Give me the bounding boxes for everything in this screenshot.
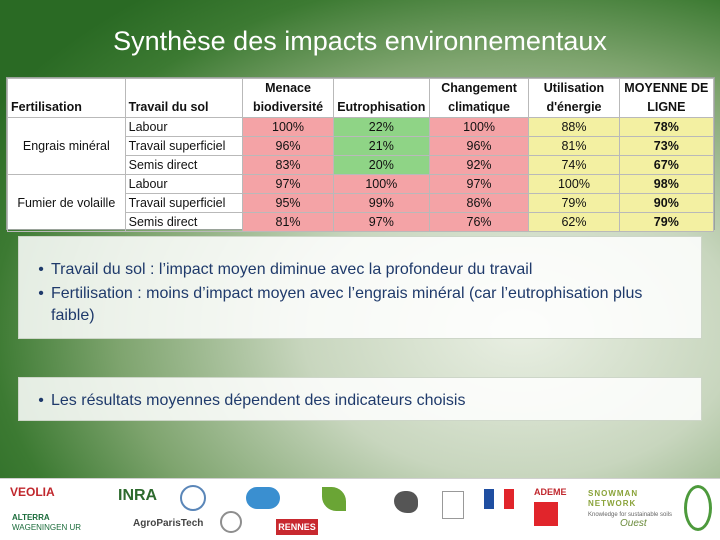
value-cell: 62% bbox=[529, 213, 619, 232]
travail-cell: Labour bbox=[125, 118, 243, 137]
value-cell: 97% bbox=[333, 213, 429, 232]
snowman-network-logo bbox=[588, 489, 688, 520]
partner-logos-bar bbox=[0, 478, 720, 540]
value-cell: 76% bbox=[429, 213, 529, 232]
bullet-item bbox=[31, 283, 689, 327]
republique-logo-icon bbox=[484, 489, 514, 509]
header-energie: Utilisation d'énergie bbox=[529, 79, 619, 118]
value-cell: 88% bbox=[529, 118, 619, 137]
round-seal-icon bbox=[180, 485, 206, 511]
average-cell: 73% bbox=[619, 137, 713, 156]
bird-icon bbox=[394, 491, 418, 513]
green-spiral-icon bbox=[684, 485, 712, 531]
agroparistech-logo bbox=[133, 519, 203, 529]
value-cell: 86% bbox=[429, 194, 529, 213]
table-row bbox=[8, 175, 714, 194]
inra-logo bbox=[118, 487, 158, 504]
travail-cell: Travail superficiel bbox=[125, 137, 243, 156]
agroparistech-logo-text: AgroParisTech bbox=[133, 518, 204, 529]
ademe-mark-icon bbox=[534, 502, 558, 526]
slide-title: Synthèse des impacts environnementaux bbox=[113, 26, 607, 56]
bullet-item bbox=[31, 390, 689, 412]
alterra-logo bbox=[12, 513, 81, 533]
bullet-text: Les résultats moyennes dépendent des indicateurs choisis bbox=[51, 392, 466, 409]
inra-logo-text: INRA bbox=[118, 487, 158, 504]
value-cell: 97% bbox=[243, 175, 334, 194]
snowman-logo-tagline: Knowledge for sustainable soils bbox=[588, 512, 673, 518]
rennes-logo-text: RENNES bbox=[278, 522, 316, 532]
value-cell: 100% bbox=[243, 118, 334, 137]
value-cell: 79% bbox=[529, 194, 619, 213]
ouest-logo-text: Ouest bbox=[620, 518, 647, 529]
value-cell: 100% bbox=[529, 175, 619, 194]
value-cell: 99% bbox=[333, 194, 429, 213]
value-cell: 74% bbox=[529, 156, 619, 175]
travail-cell: Semis direct bbox=[125, 156, 243, 175]
fertilisation-cell: Engrais minéral bbox=[8, 118, 126, 175]
bullet-dot-icon: • bbox=[38, 261, 44, 278]
value-cell: 92% bbox=[429, 156, 529, 175]
table-row bbox=[8, 118, 714, 137]
bullet-text: Travail du sol : l’impact moyen diminue avec la profondeur du travail bbox=[51, 261, 533, 278]
blue-cloud-icon bbox=[246, 487, 280, 509]
value-cell: 21% bbox=[333, 137, 429, 156]
average-cell: 67% bbox=[619, 156, 713, 175]
table-header-row bbox=[8, 79, 714, 118]
square-logo-icon bbox=[442, 491, 464, 519]
header-eutrophisation: Eutrophisation bbox=[333, 79, 429, 118]
value-cell: 96% bbox=[243, 137, 334, 156]
header-travail: Travail du sol bbox=[125, 79, 243, 118]
travail-cell: Travail superficiel bbox=[125, 194, 243, 213]
bullet-dot-icon: • bbox=[38, 285, 44, 302]
value-cell: 20% bbox=[333, 156, 429, 175]
bullet-item bbox=[31, 259, 689, 281]
veolia-logo-text: VEOLIA bbox=[10, 485, 55, 499]
alterra-logo-sub: WAGENINGEN UR bbox=[12, 523, 82, 532]
rennes-logo bbox=[276, 519, 318, 535]
ademe-logo-text: ADEME bbox=[534, 487, 567, 497]
round-seal-2-icon bbox=[220, 511, 242, 533]
header-moyenne: MOYENNE DE LIGNE bbox=[619, 79, 713, 118]
value-cell: 81% bbox=[529, 137, 619, 156]
bullet-text: Fertilisation : moins d’impact moyen avec l’engrais minéral (car l’eutrophisation plus faible) bbox=[51, 285, 643, 324]
travail-cell: Labour bbox=[125, 175, 243, 194]
header-fertilisation: Fertilisation bbox=[8, 79, 126, 118]
bullet-dot-icon: • bbox=[38, 392, 44, 409]
header-changement: Changement climatique bbox=[429, 79, 529, 118]
impacts-table-grid bbox=[7, 78, 714, 232]
value-cell: 96% bbox=[429, 137, 529, 156]
impacts-table bbox=[6, 77, 715, 230]
ouest-logo bbox=[620, 519, 647, 529]
snowman-logo-text: SNOWMAN NETWORK bbox=[588, 489, 639, 508]
value-cell: 22% bbox=[333, 118, 429, 137]
value-cell: 83% bbox=[243, 156, 334, 175]
alterra-logo-text: ALTERRA bbox=[12, 513, 50, 522]
bullet-box-2 bbox=[18, 377, 702, 421]
travail-cell: Semis direct bbox=[125, 213, 243, 232]
value-cell: 95% bbox=[243, 194, 334, 213]
average-cell: 79% bbox=[619, 213, 713, 232]
header-menace: Menace biodiversité bbox=[243, 79, 334, 118]
bullet-box-1 bbox=[18, 236, 702, 339]
value-cell: 100% bbox=[429, 118, 529, 137]
table-body bbox=[8, 118, 714, 232]
leaf-icon bbox=[322, 487, 346, 511]
ademe-logo bbox=[534, 487, 576, 533]
value-cell: 97% bbox=[429, 175, 529, 194]
value-cell: 81% bbox=[243, 213, 334, 232]
veolia-logo bbox=[10, 487, 55, 499]
average-cell: 98% bbox=[619, 175, 713, 194]
value-cell: 100% bbox=[333, 175, 429, 194]
fertilisation-cell: Fumier de volaille bbox=[8, 175, 126, 232]
average-cell: 78% bbox=[619, 118, 713, 137]
average-cell: 90% bbox=[619, 194, 713, 213]
